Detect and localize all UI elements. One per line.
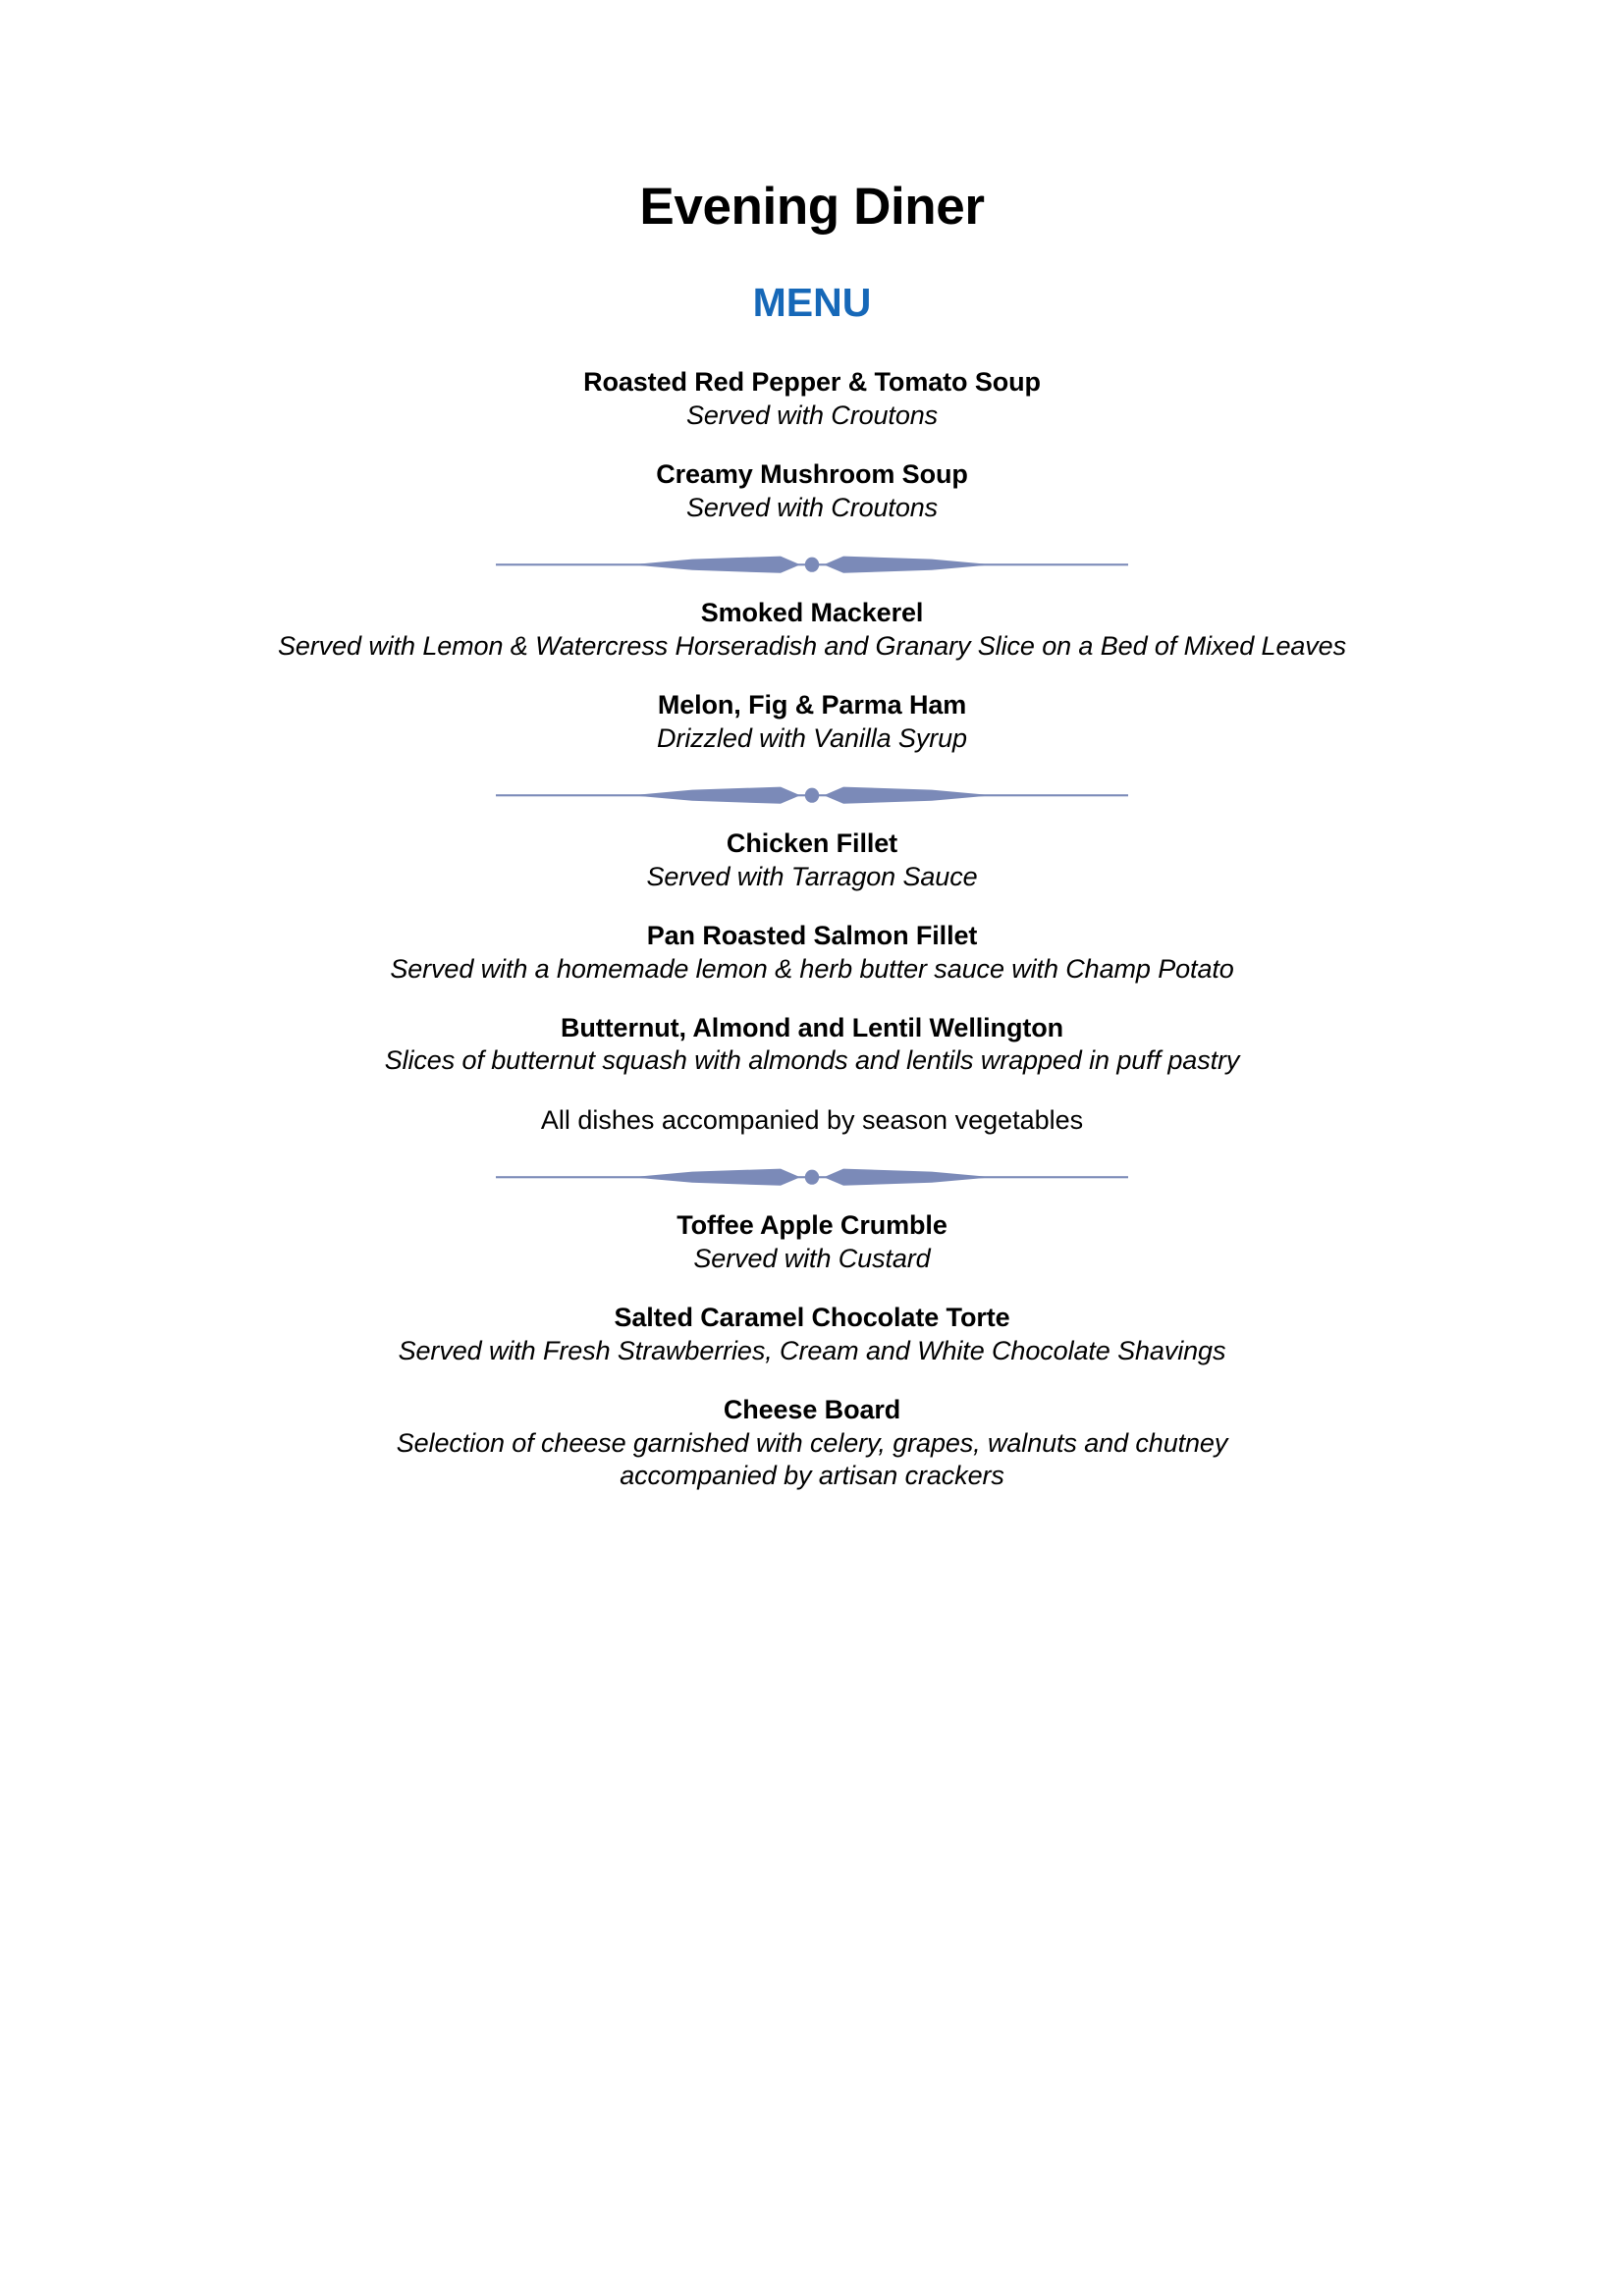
dish-name: Smoked Mackerel: [700, 598, 924, 628]
dish-description: Served with Tarragon Sauce: [646, 861, 978, 891]
dish-description: Slices of butternut squash with almonds and lentils wrapped in puff pastry: [384, 1045, 1240, 1076]
ornament-divider-icon: [496, 554, 1128, 575]
course-section-desserts: [0, 1209, 1624, 1492]
course-section-soups: [0, 366, 1624, 524]
dish-description: Served with a homemade lemon & herb butter sauce with Champ Potato: [390, 953, 1234, 984]
section-divider: [0, 784, 1624, 806]
dish-item: [0, 1302, 1624, 1367]
dish-name: Salted Caramel Chocolate Torte: [614, 1303, 1010, 1333]
dish-name: Creamy Mushroom Soup: [656, 459, 968, 490]
dish-name: Butternut, Almond and Lentil Wellington: [560, 1013, 1064, 1043]
dish-name: Cheese Board: [723, 1395, 901, 1425]
dish-item: [0, 689, 1624, 755]
dish-item: [0, 1209, 1624, 1275]
dish-description: Served with Custard: [693, 1243, 931, 1273]
dish-name: Toffee Apple Crumble: [677, 1210, 947, 1241]
dish-item: [0, 1012, 1624, 1078]
dish-description: Served with Croutons: [685, 400, 939, 430]
dish-name: Melon, Fig & Parma Ham: [657, 690, 967, 721]
menu-subtitle: MENU: [752, 280, 872, 326]
course-section-starters: [0, 597, 1624, 755]
page-title: Evening Diner: [639, 178, 985, 236]
dish-description-line2: accompanied by artisan crackers: [620, 1461, 1004, 1491]
dish-description: Served with Croutons: [685, 492, 939, 522]
section-divider: [0, 554, 1624, 575]
dish-description: Selection of cheese garnished with celery, grapes, walnuts and chutney: [396, 1427, 1228, 1458]
ornament-divider-icon: [496, 784, 1128, 806]
dish-item: [0, 597, 1624, 663]
dish-name: Chicken Fillet: [726, 828, 898, 859]
section-divider: [0, 1166, 1624, 1188]
dish-item: [0, 920, 1624, 986]
dish-description: Served with Lemon & Watercress Horseradish and Granary Slice on a Bed of Mixed Leaves: [277, 630, 1347, 661]
dish-item: [0, 828, 1624, 893]
dish-item: [0, 366, 1624, 432]
vegetables-note: All dishes accompanied by season vegetables: [540, 1104, 1084, 1135]
dish-name: Roasted Red Pepper & Tomato Soup: [583, 367, 1041, 398]
dish-item: [0, 458, 1624, 524]
course-section-mains: [0, 828, 1624, 1137]
dish-item: [0, 1394, 1624, 1492]
dish-name: Pan Roasted Salmon Fillet: [646, 921, 978, 951]
ornament-divider-icon: [496, 1166, 1128, 1188]
dish-description: Served with Fresh Strawberries, Cream and White Chocolate Shavings: [398, 1335, 1226, 1365]
dish-description: Drizzled with Vanilla Syrup: [657, 722, 967, 753]
